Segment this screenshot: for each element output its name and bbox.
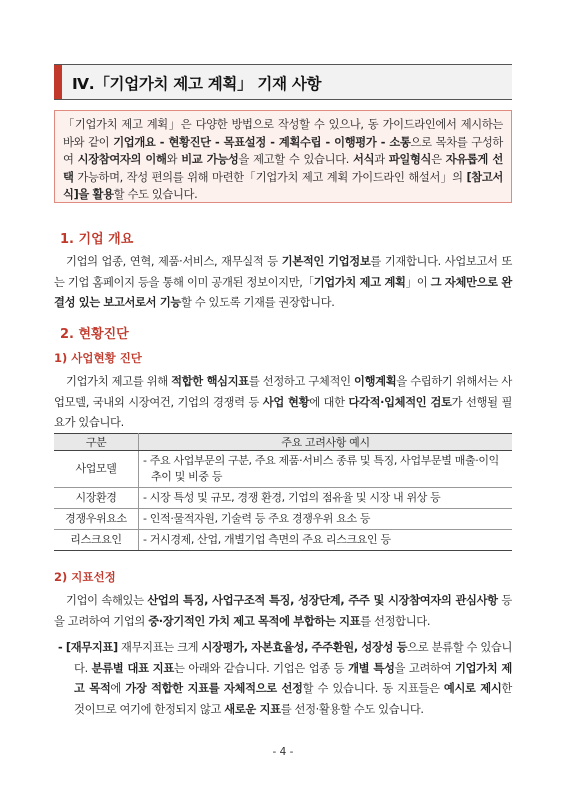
emphasized-text: 서식 (353, 153, 375, 166)
emphasized-text: 파일형식 (388, 153, 432, 166)
text-run: 」이 (405, 275, 431, 289)
emphasized-text: 사업 현황 (262, 395, 310, 409)
table-row (54, 509, 512, 530)
guideline-note-box (54, 110, 512, 203)
text-run: 은 (431, 153, 446, 166)
section-2-heading: 2. 현황진단 (60, 327, 129, 342)
emphasized-text: 가장 적합한 지표를 자체적으로 선정 (125, 682, 303, 695)
table-row-text: - 시장 특성 및 규모, 경쟁 환경, 기업의 점유율 및 시장 내 위상 등 (139, 488, 513, 509)
table-row-text: - 인적·물적자원, 기술력 등 주요 경쟁우위 요소 등 (139, 509, 513, 530)
subsection-2-1-paragraph (54, 372, 512, 434)
table-header-considerations: 주요 고려사항 예시 (139, 434, 513, 451)
subsection-2-2-paragraph (54, 591, 512, 632)
emphasized-text: 중·장기적인 가치 제고 목적에 부합하는 지표 (148, 614, 361, 628)
table-row (54, 530, 512, 551)
text-run: 에 (110, 682, 126, 695)
financial-indicator-bullet (58, 638, 512, 720)
text-run: 가 선행될 필요가 있습니다. (54, 395, 513, 429)
text-run: 으로 목차를 구성하여 (63, 135, 503, 166)
text-run: 할 수도 있습니다. (113, 188, 198, 201)
emphasized-text: 시장평가, 자본효율성, 주주환원, 성장성 등 (201, 641, 408, 654)
emphasized-text: 기본적인 기업정보 (281, 255, 371, 268)
table-row-label: 시장환경 (54, 488, 139, 509)
emphasized-text: - [재무지표] (58, 641, 118, 654)
emphasized-text: 시장참여자의 이해 (77, 153, 167, 166)
emphasized-text: 기업가치 제고 목적 (74, 661, 512, 695)
text-run: 한 것이므로 여기에 한정되지 않고 (74, 682, 512, 716)
page-number: - 4 - (272, 746, 294, 758)
table-header-category: 구분 (54, 434, 139, 451)
emphasized-text: 비교 가능성 (181, 153, 239, 166)
text-run: 에 대한 (309, 395, 349, 409)
text-run: 을 수립하기 위해서는 사업모델, 국내외 시장여건, 기업의 경쟁력 등 (54, 375, 512, 409)
text-run: 등을 고려하여 기업의 (54, 594, 512, 628)
text-run: 을 고려하여 (394, 661, 455, 675)
note-text (63, 118, 503, 201)
emphasized-text: 개별 특성 (348, 661, 395, 675)
text-run: 가능하며, 작성 편의를 위해 마련한「기업가치 제고 계획 가이드라인 해설서」의 (73, 170, 467, 184)
emphasized-text: 이행계획 (354, 375, 397, 388)
text-run: 는 아래와 같습니다. 기업은 업종 등 (173, 661, 349, 675)
text-run: 할 수 있도록 기재를 권장합니다. (180, 296, 335, 309)
text-run: 「기업가치 제고 계획」은 다양한 방법으로 작성할 수 있으나, 동 가이드라인에서 제시하는 바와 같이 (63, 118, 503, 149)
section-1-heading: 1. 기업 개요 (60, 232, 134, 247)
text-run: 을 제고할 수 있습니다. (238, 153, 354, 166)
table-row (54, 451, 512, 488)
emphasized-text: 새로운 지표 (224, 702, 281, 716)
emphasized-text: 기업개요 - 현황진단 - 목표설정 - 계획수립 - 이행평가 - 소통 (113, 135, 411, 149)
text-run: 와 (166, 153, 182, 166)
section-1-paragraph (54, 252, 512, 314)
text-run: 를 기재합니다. 사업보고서 또는 기업 홈페이지 등을 통해 이미 공개된 정보이지만,「 (54, 255, 513, 289)
table-header-row (54, 434, 512, 451)
chapter-title-bar (54, 64, 512, 100)
text-run: 기업이 속해있는 (66, 594, 148, 607)
text-run: 를 선정합니다. (360, 614, 431, 628)
text-run: 과 (374, 153, 389, 166)
table-row-label: 리스크요인 (54, 530, 139, 551)
text-run: 를 선정·활용할 수도 있습니다. (280, 702, 424, 716)
text-run: 할 수 있습니다. 동 지표들은 (302, 682, 444, 695)
emphasized-text: 적합한 핵심지표 (171, 375, 249, 388)
text-run: 를 선정하고 구체적인 (248, 375, 354, 388)
text-run: 기업의 업종, 연혁, 제품·서비스, 재무실적 등 (66, 255, 282, 268)
emphasized-text: 다각적·입체적인 검토 (348, 395, 452, 409)
text-run: 재무지표는 크게 (117, 641, 202, 654)
chapter-title: Ⅳ.「기업가치 제고 계획」 기재 사항 (72, 75, 322, 93)
text-run: 으로 분류할 수 있습니다. (74, 641, 513, 675)
business-status-table (54, 433, 512, 551)
subsection-2-1-heading: 1) 사업현황 진단 (54, 351, 142, 365)
emphasized-text: [참고서식]을 활용 (63, 170, 503, 201)
table-row-text: - 거시경제, 산업, 개별기업 측면의 주요 리스크요인 등 (139, 530, 513, 551)
emphasized-text: 분류별 대표 지표 (91, 661, 174, 675)
emphasized-text: 자유롭게 선택 (63, 153, 503, 184)
table-row-label: 경쟁우위요소 (54, 509, 139, 530)
emphasized-text: 예시로 제시 (443, 682, 502, 695)
emphasized-text: 기업가치 제고 계획 (313, 275, 406, 289)
emphasized-text: 산업의 특징, 사업구조적 특징, 성장단계, 주주 및 시장참여자의 관심사항 (147, 594, 498, 607)
text-run: 기업가치 제고를 위해 (66, 375, 172, 388)
table-row-text: - 주요 사업부문의 구분, 주요 제품·서비스 종류 및 특징, 사업부문별 매출·이익 추이 및 비중 등 (139, 451, 513, 488)
emphasized-text: 그 자체만으로 완결성 있는 보고서로서 기능 (54, 275, 512, 309)
table-row-label: 사업모델 (54, 451, 139, 488)
subsection-2-2-heading: 2) 지표선정 (54, 570, 116, 584)
table-row (54, 488, 512, 509)
